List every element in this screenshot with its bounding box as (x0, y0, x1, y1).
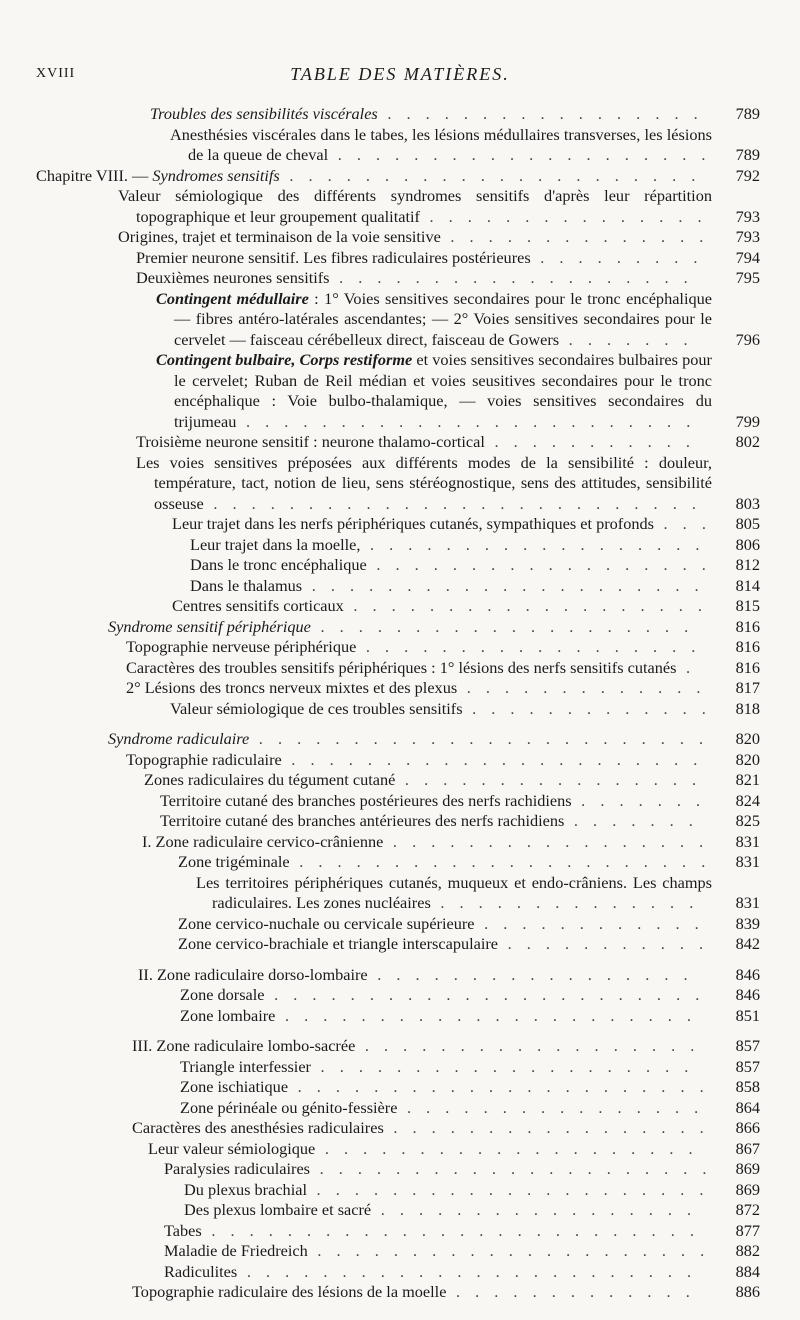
toc-page-number: 816 (735, 637, 760, 656)
toc-entry (0, 1077, 760, 1098)
toc-page-number: 796 (735, 329, 760, 349)
toc-entry-title: Dans le tronc encéphalique (190, 555, 367, 574)
toc-entry (0, 637, 760, 658)
toc-page-number: 872 (735, 1200, 760, 1219)
toc-entry (0, 555, 760, 576)
toc-page-number: 864 (735, 1097, 760, 1117)
toc-entry-title: Anesthésies viscérales dans le tabes, les lésions médullaires transverses, les lésions de la queue de cheval (170, 124, 712, 164)
toc-page-number: 831 (735, 831, 760, 851)
toc-list (0, 104, 800, 1303)
toc-entry (0, 248, 760, 269)
toc-entry-title: Syndrome sensitif périphérique (108, 616, 311, 636)
toc-entry-prefix: Chapitre VIII. — (36, 165, 153, 185)
dot-leader: . . . (653, 514, 712, 533)
dot-leader: . . . . . . . . . . . . . (462, 698, 712, 718)
dot-leader: . . . . . . . . . . . . . . . . . . . . . . (281, 749, 703, 769)
toc-entry-title: Triangle interfessier (180, 1056, 311, 1076)
toc-entry-title: Topographie radiculaire (126, 749, 282, 769)
toc-entry (0, 432, 760, 453)
dot-leader: . . . . . . . . . . . . . . . . . (383, 831, 709, 851)
page-number-label: XVIII (36, 66, 76, 81)
dot-leader: . . . . . . . . . . . . . . . . . . . . . (307, 1241, 710, 1260)
toc-entry (0, 1006, 760, 1027)
toc-entry-title: Deuxièmes neurones sensitifs (136, 268, 330, 287)
toc-entry-title: Caractères des troubles sensitifs périphériques : 1° lésions des nerfs sensitifs cutanés (126, 657, 677, 677)
toc-entry (0, 453, 760, 515)
toc-entry (0, 791, 760, 812)
dot-leader: . . . . . . . . . . . . . . . . (395, 770, 702, 789)
toc-entry-title: I. Zone radiculaire cervico-crânienne (142, 831, 384, 851)
toc-page-number: 789 (735, 104, 760, 123)
toc-entry (0, 1057, 760, 1078)
toc-entry (0, 104, 760, 125)
toc-page-number: 814 (735, 575, 760, 595)
toc-entry-title: Troisième neurone sensitif : neurone thalamo-cortical (136, 432, 485, 451)
dot-leader: . . . . . . . . . . . . . . . . . . . . . . . . (237, 1261, 697, 1281)
toc-entry (0, 811, 760, 832)
toc-page-number: 886 (735, 1282, 760, 1301)
toc-page-number: 816 (735, 616, 760, 636)
toc-page-number: 839 (735, 913, 760, 933)
toc-entry-title: Zone trigéminale (178, 852, 290, 871)
toc-entry (0, 514, 760, 535)
toc-page-number: 869 (735, 1179, 760, 1199)
dot-leader: . . . . . . . . . . . . . . (430, 893, 699, 912)
toc-page-number: 884 (735, 1261, 760, 1281)
toc-entry-title: III. Zone radiculaire lombo-sacrée (132, 1036, 356, 1055)
dot-leader: . . . . . . . . . . . . . (446, 1282, 696, 1301)
toc-entry (0, 1200, 760, 1221)
toc-entry-title: Zone périnéale ou génito-fessière (180, 1097, 398, 1117)
toc-entry (0, 350, 760, 432)
dot-leader: . . . . . . . . . . . . (474, 913, 705, 933)
dot-leader: . . . . . . . . . . . . . . . . . . . . (328, 145, 711, 164)
toc-entry-title: 2° Lésions des troncs nerveux mixtes et des plexus (126, 678, 458, 697)
dot-leader: . . . . . . . . . . . . . . . . . . . . . . (289, 852, 711, 871)
toc-page-number: 867 (735, 1138, 760, 1158)
toc-entry-title: Zones radiculaires du tégument cutané (144, 770, 396, 789)
toc-entry-title: Topographie radiculaire des lésions de la moelle (132, 1282, 447, 1301)
dot-leader: . . . . . . . (559, 329, 694, 349)
toc-page-number: 812 (735, 555, 760, 574)
toc-entry (0, 535, 760, 556)
dot-leader: . . . . . . . . . . . . . . . . . (367, 964, 694, 984)
toc-page-number: 802 (735, 432, 760, 451)
toc-page-number: 816 (735, 657, 760, 677)
dot-leader: . . . . . . . . . . . . . . . . . . (360, 534, 705, 554)
dot-leader: . . . . . . . . . . . . . . . . . . . . . (306, 1179, 709, 1199)
dot-leader: . . . . . . . . . . . . . . . . . . . . . . . (264, 985, 705, 1004)
toc-entry-title: Zone dorsale (180, 985, 265, 1004)
toc-entry (0, 1221, 760, 1242)
dot-leader: . . . . . . . . . . . . . . . . . . . . . . . . (249, 729, 709, 748)
toc-entry-title: Territoire cutané des branches postérieures des nerfs rachidiens (160, 790, 572, 810)
toc-entry-title: Du plexus brachial (184, 1179, 307, 1199)
toc-entry-title: Topographie nerveuse périphérique (126, 637, 357, 656)
toc-entry (0, 289, 760, 351)
toc-entry (0, 186, 760, 227)
toc-page-number: 805 (735, 514, 760, 533)
toc-page-number: 831 (735, 893, 760, 912)
toc-entry (0, 1036, 760, 1057)
dot-leader: . . . . . . . . . (530, 247, 703, 267)
toc-entry (0, 934, 760, 955)
toc-page-number: 877 (735, 1220, 760, 1240)
toc-entry (0, 1098, 760, 1119)
dot-leader: . . . . . . . (564, 811, 699, 830)
toc-entry (0, 1118, 760, 1139)
dot-leader: . . . . . . . . . . . (498, 934, 709, 953)
toc-entry-title: Les territoires périphériques cutanés, muqueux et endo-crâniens. Les champs radiculaires. Les zones nucléaires (196, 872, 712, 912)
toc-page-number: 858 (735, 1077, 760, 1096)
dot-leader: . . . . . . . . . . . . . . . . . . . . . . . . (236, 411, 696, 431)
toc-entry (0, 1282, 760, 1303)
toc-page-number: 851 (735, 1005, 760, 1025)
page-title: TABLE DES MATIÈRES. (290, 64, 510, 84)
toc-entry (0, 678, 760, 699)
dot-leader: . . . . . . . . . . . . . (457, 678, 706, 697)
dot-leader: . . . . . . . . . . . . . . . . . . (355, 1036, 700, 1055)
toc-entry-title: Zone cervico-brachiale et triangle interscapulaire (178, 934, 499, 953)
toc-entry (0, 1139, 760, 1160)
toc-entry-prefix: Contingent bulbaire, Corps restiforme (156, 350, 413, 369)
toc-entry-title: Syndrome radiculaire (108, 729, 250, 748)
toc-entry-title: Des plexus lombaire et sacré (184, 1200, 372, 1219)
toc-entry-title: Caractères des anesthésies radiculaires (132, 1118, 384, 1137)
toc-entry (0, 873, 760, 914)
toc-entry-prefix: Contingent médullaire (156, 288, 309, 308)
dot-leader: . . . . . . . . . . . . . . . . . . . (329, 268, 694, 287)
toc-entry-title: Zone lombaire (180, 1005, 276, 1025)
toc-page-number: 869 (735, 1159, 760, 1178)
dot-leader: . . . . . . . . . . . . . . . . . . . . (310, 616, 694, 636)
toc-entry-title: Radiculites (164, 1261, 238, 1281)
toc-entry-title: Dans le thalamus (190, 575, 303, 595)
dot-leader: . . . . . . . . . . . . . . . . . . . . . . . . . . (203, 493, 702, 513)
toc-entry-title: Les voies sensitives préposées aux différents modes de la sensibilité : douleur, température, tact, notion de lieu, sens stéréognostique, sens des attitudes, sensibilité osseuse (136, 452, 712, 513)
toc-page-number: 866 (735, 1118, 760, 1137)
toc-entry (0, 699, 760, 720)
toc-entry (0, 576, 760, 597)
dot-leader: . . . . . . . . . . . . . . . . . . . . . . (279, 165, 701, 185)
dot-leader: . . . . . . . . . . . . . . . . . . . . (315, 1138, 699, 1158)
toc-entry-title: Territoire cutané des branches antérieures des nerfs rachidiens (160, 811, 565, 830)
toc-entry-title: Troubles des sensibilités viscérales (150, 104, 378, 123)
dot-leader: . . . . . . . . . . . . . . . . (397, 1097, 704, 1117)
dot-leader: . . . . . . . . . . . . . . . . . . . . . (310, 1159, 712, 1178)
toc-page-number: 817 (735, 678, 760, 697)
toc-entry (0, 770, 760, 791)
dot-leader: . . . . . . . . . . . . . . (440, 227, 709, 246)
dot-leader: . . . . . . . . . . . . . . . . . . . . . . (275, 1005, 697, 1025)
toc-entry (0, 125, 760, 166)
dot-leader: . . . . . . . . . . . . . . . . . . . . . . (288, 1077, 710, 1096)
toc-entry-title: Valeur sémiologique de ces troubles sensitifs (170, 698, 463, 718)
toc-entry-title: Paralysies radiculaires (164, 1159, 311, 1178)
dot-leader: . . . . . . . . . . . . . . . . . . (356, 637, 701, 656)
toc-entry (0, 965, 760, 986)
toc-entry-title: II. Zone radiculaire dorso-lombaire (138, 964, 368, 984)
toc-entry-title: Centres sensitifs corticaux (172, 596, 344, 615)
toc-page-number: 824 (735, 790, 760, 810)
toc-entry (0, 832, 760, 853)
toc-entry (0, 1262, 760, 1283)
toc-page-number: 820 (735, 729, 760, 748)
toc-entry (0, 1241, 760, 1262)
toc-page-number: 846 (735, 985, 760, 1004)
toc-entry (0, 729, 760, 750)
dot-leader: . . . . . . . . . . . . . . . . . . . . (310, 1056, 694, 1076)
dot-leader: . . . . . . . . . . . . . . . . . (377, 104, 704, 123)
dot-leader: . . . . . . . . . . . . . . . . . (371, 1200, 697, 1219)
toc-page-number: 857 (735, 1056, 760, 1076)
toc-entry (0, 596, 760, 617)
toc-page-number: 882 (735, 1241, 760, 1260)
toc-page-number: 815 (735, 596, 760, 615)
toc-entry (0, 985, 760, 1006)
toc-entry (0, 1180, 760, 1201)
dot-leader: . . . . . . . . . . . . . . . . . (383, 1118, 710, 1137)
toc-entry-title: Tabes (164, 1220, 202, 1240)
toc-entry-title: Zone ischiatique (180, 1077, 289, 1096)
toc-page-number: 792 (735, 165, 760, 185)
dot-leader: . . . . . . . . . . . . . . . . . . . . . (302, 575, 705, 595)
toc-page-number: 803 (735, 493, 760, 513)
toc-entry-title: Zone cervico-nuchale ou cervicale supérieure (178, 913, 475, 933)
toc-entry (0, 268, 760, 289)
toc-page-number: 831 (735, 852, 760, 871)
toc-page-number: 793 (735, 206, 760, 226)
toc-entry (0, 1159, 760, 1180)
toc-entry-title: Leur trajet dans les nerfs périphériques cutanés, sympathiques et profonds (172, 514, 654, 533)
toc-page-number: 795 (735, 268, 760, 287)
toc-page-number: 857 (735, 1036, 760, 1055)
toc-entry (0, 166, 760, 187)
toc-page-number: 820 (735, 749, 760, 769)
dot-leader: . . . . . . . . . . . . . . . . . . (366, 555, 712, 574)
toc-entry-title: Syndromes sensitifs (152, 165, 280, 185)
toc-entry (0, 617, 760, 638)
toc-entry (0, 750, 760, 771)
dot-leader: . . . . . . . . . . . . . . . . . . . . . . . . . . (201, 1220, 700, 1240)
toc-entry-title: Origines, trajet et terminaison de la voie sensitive (118, 227, 441, 246)
toc-entry (0, 227, 760, 248)
toc-page-number: 842 (735, 934, 760, 953)
toc-page-number: 846 (735, 964, 760, 984)
toc-page-number: 825 (735, 811, 760, 830)
dot-leader: . . . . . . . . . . . . . . . . . . . (343, 596, 708, 615)
toc-page-number: 806 (735, 534, 760, 554)
toc-entry (0, 658, 760, 679)
toc-entry-title: Premier neurone sensitif. Les fibres radiculaires postérieures (136, 247, 531, 267)
toc-entry-title: Valeur sémiologique des différents syndromes sensitifs d'après leur répartition topographique et leur groupement qualitatif (118, 186, 712, 226)
dot-leader: . . . . . . . . . . . (484, 432, 696, 451)
toc-entry-title: et voies sensitives secondaires bulbaires pour le cervelet; Ruban de Reil médian et voies seusitives secondaires pour le tronc encéphalique : Voie bulbo-thalamique, — voies sensitives secondaires du trijumeau (174, 350, 712, 431)
toc-page-number: 821 (735, 770, 760, 789)
toc-page-number: 793 (735, 227, 760, 246)
dot-leader: . . . . . . . . . . . . . . . (419, 206, 708, 226)
toc-page-number: 789 (735, 145, 760, 164)
toc-page-number: 818 (735, 698, 760, 718)
toc-entry (0, 914, 760, 935)
toc-entry-title: Maladie de Friedreich (164, 1241, 308, 1260)
toc-entry-title: : 1° Voies sensitives secondaires pour le tronc encéphalique — fibres antéro-latérales ascendantes; — 2° Voies sensitives secondaires pour le cervelet — faisceau cérébelleux direct, faisceau de Gowers (174, 288, 712, 349)
toc-page-number: 794 (735, 247, 760, 267)
toc-entry-title: Leur valeur sémiologique (148, 1138, 316, 1158)
toc-entry-title: Leur trajet dans la moelle, (190, 534, 361, 554)
toc-page-number: 799 (735, 411, 760, 431)
toc-entry (0, 852, 760, 873)
dot-leader: . (676, 657, 696, 677)
dot-leader: . . . . . . . (571, 790, 706, 810)
